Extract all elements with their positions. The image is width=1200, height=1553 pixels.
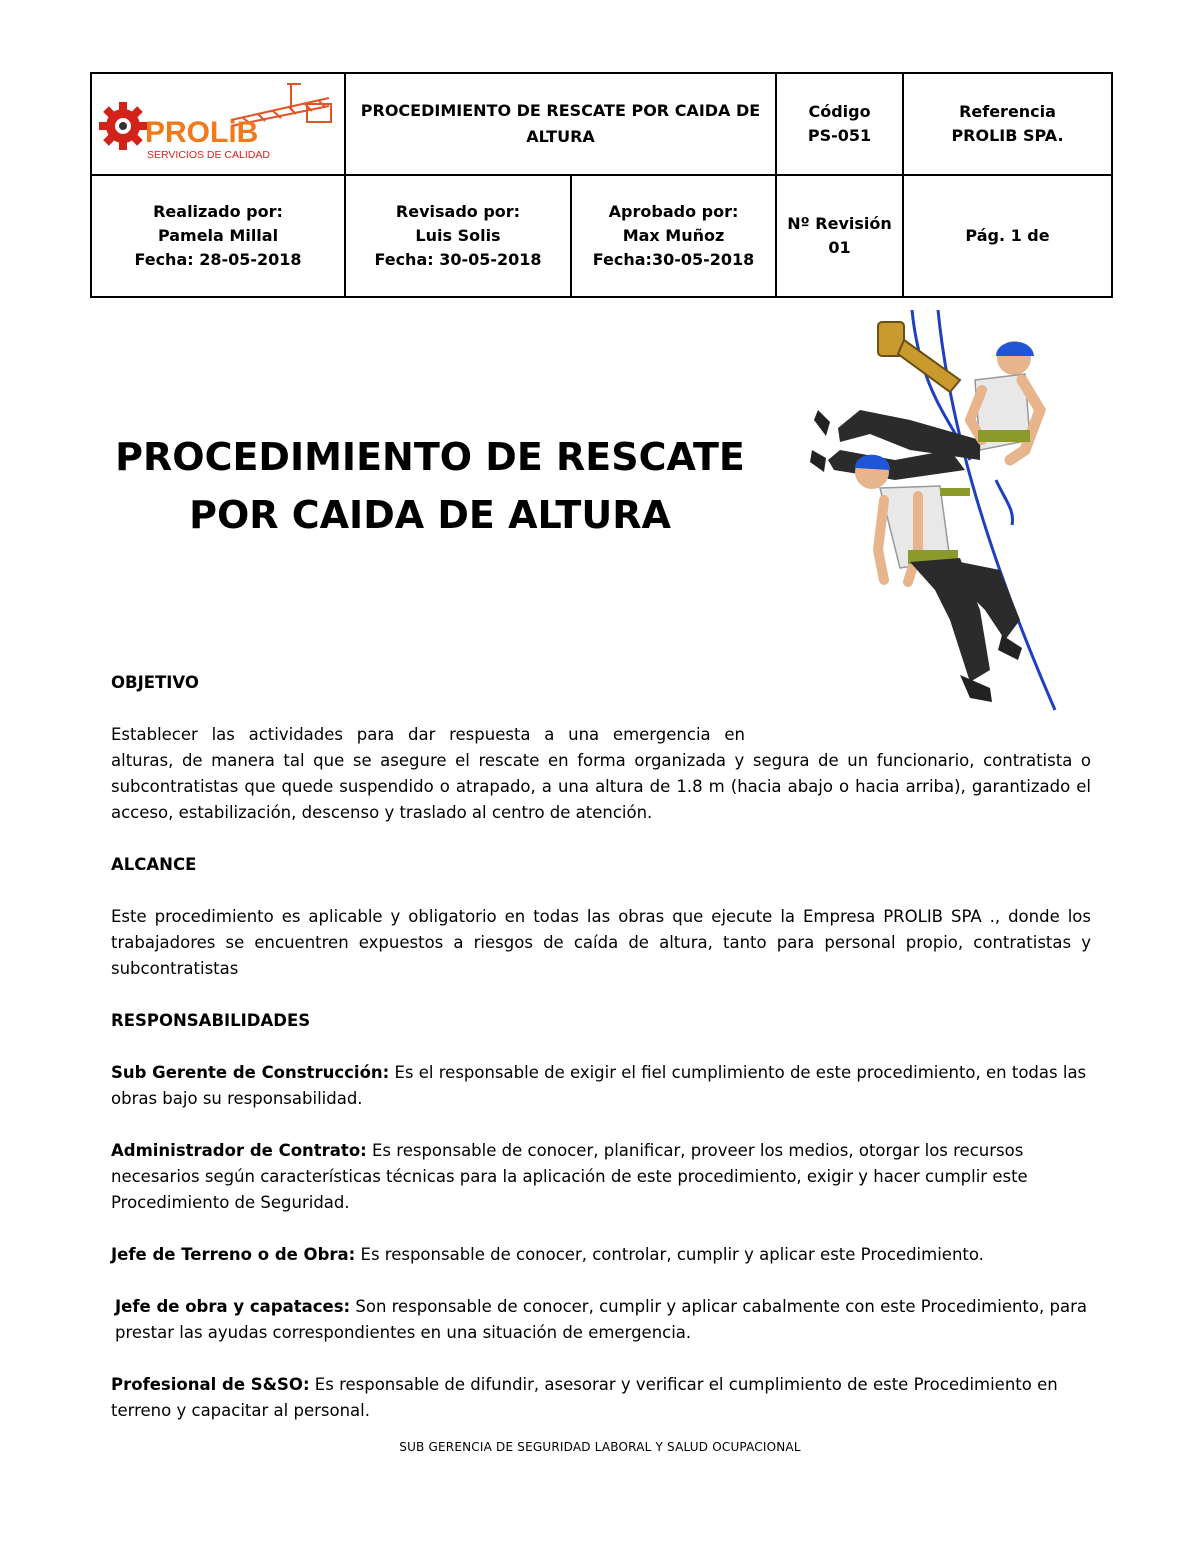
logo-cell <box>91 73 345 175</box>
realizado-label: Realizado por: <box>153 202 283 221</box>
resp-sub-gerente <box>111 1060 1091 1112</box>
resp-role: Sub Gerente de Construcción: <box>111 1063 390 1082</box>
referencia-label: Referencia <box>959 102 1056 121</box>
document-header-table <box>90 72 1113 298</box>
resp-jefe-terreno <box>111 1242 1091 1268</box>
page-footer: SUB GERENCIA DE SEGURIDAD LABORAL Y SALUD OCUPACIONAL <box>399 1440 801 1454</box>
main-title-line2: POR CAIDA DE ALTURA <box>189 493 671 537</box>
rescuer-figure <box>810 322 1040 480</box>
victim-figure <box>855 455 1022 702</box>
revisado-date: Fecha: 30-05-2018 <box>374 250 542 269</box>
revision-value: 01 <box>828 238 851 257</box>
revision-label: Nº Revisión <box>787 214 892 233</box>
revisado-label: Revisado por: <box>395 202 521 221</box>
logo-brand-text: PROLiB <box>145 116 259 149</box>
aprobado-label: Aprobado por: <box>608 202 739 221</box>
revisado-cell <box>345 175 571 297</box>
resp-text: Es responsable de conocer, planificar, proveer los medios, otorgar los recursos necesarios según características técnicas para la aplicación de este procedimiento, exigir y hacer cumplir este Procedimiento de Seguridad. <box>111 1141 1028 1212</box>
realizado-cell <box>91 175 345 297</box>
revision-cell <box>776 175 903 297</box>
pagina-cell <box>903 175 1112 297</box>
resp-jefe-obra <box>111 1294 1091 1346</box>
codigo-value: PS-051 <box>807 126 872 145</box>
resp-text: Es responsable de difundir, asesorar y verificar el cumplimiento de este Procedimiento en terreno y capacitar al personal. <box>111 1375 1058 1420</box>
realizado-name: Pamela Millal <box>157 226 279 245</box>
codigo-label: Código <box>808 102 871 121</box>
referencia-cell <box>903 73 1112 175</box>
logo-tagline: SERVICIOS DE CALIDAD <box>147 149 270 161</box>
rescue-illustration <box>800 310 1080 720</box>
pagina-text: Pág. 1 de <box>965 226 1050 245</box>
codigo-cell <box>776 73 903 175</box>
aprobado-cell <box>571 175 776 297</box>
resp-text: Es responsable de conocer, controlar, cumplir y aplicar este Procedimiento. <box>355 1245 984 1264</box>
resp-role: Jefe de obra y capataces: <box>115 1297 351 1316</box>
aprobado-date: Fecha:30-05-2018 <box>592 250 755 269</box>
alcance-heading: ALCANCE <box>111 855 197 874</box>
objetivo-heading: OBJETIVO <box>111 673 199 692</box>
objetivo-text: alturas, de manera tal que se asegure el rescate en forma organizada y segura de un funcionario, contratista o subcontratistas que quede suspendido o atrapado, a una altura de 1.8 m (hacia abajo o hacia arriba), garantizado el acceso, estabilización, descenso y traslado al centro de atención. <box>111 751 1091 822</box>
responsabilidades-heading: RESPONSABILIDADES <box>111 1011 311 1030</box>
header-title: PROCEDIMIENTO DE RESCATE POR CAIDA DE ALTURA <box>345 73 776 175</box>
resp-text: Es el responsable de exigir el fiel cumplimiento de este procedimiento, en todas las obras bajo su responsabilidad. <box>111 1063 1087 1108</box>
objetivo-line1: Establecer las actividades para dar respuesta a una emergencia en <box>111 725 745 744</box>
main-title-line1: PROCEDIMIENTO DE RESCATE <box>115 435 745 479</box>
resp-role: Jefe de Terreno o de Obra: <box>111 1245 356 1264</box>
resp-role: Administrador de Contrato: <box>111 1141 367 1160</box>
prolib-logo <box>93 74 343 167</box>
resp-text: Son responsable de conocer, cumplir y aplicar cabalmente con este Procedimiento, para prestar las ayudas correspondientes en una situación de emergencia. <box>115 1297 1087 1342</box>
main-title <box>110 428 750 544</box>
resp-administrador <box>111 1138 1091 1216</box>
realizado-date: Fecha: 28-05-2018 <box>134 250 302 269</box>
resp-role: Profesional de S&SO: <box>111 1375 310 1394</box>
alcance-text: Este procedimiento es aplicable y obligatorio en todas las obras que ejecute la Empresa PROLIB SPA ., donde los trabajadores se encuentren expuestos a riesgos de caída de altura, tanto para personal propio, contratistas y subcontratistas <box>111 907 1091 978</box>
aprobado-name: Max Muñoz <box>622 226 725 245</box>
referencia-value: PROLIB SPA. <box>951 126 1064 145</box>
revisado-name: Luis Solis <box>415 226 501 245</box>
resp-profesional <box>111 1372 1091 1424</box>
document-body <box>111 670 1091 1424</box>
